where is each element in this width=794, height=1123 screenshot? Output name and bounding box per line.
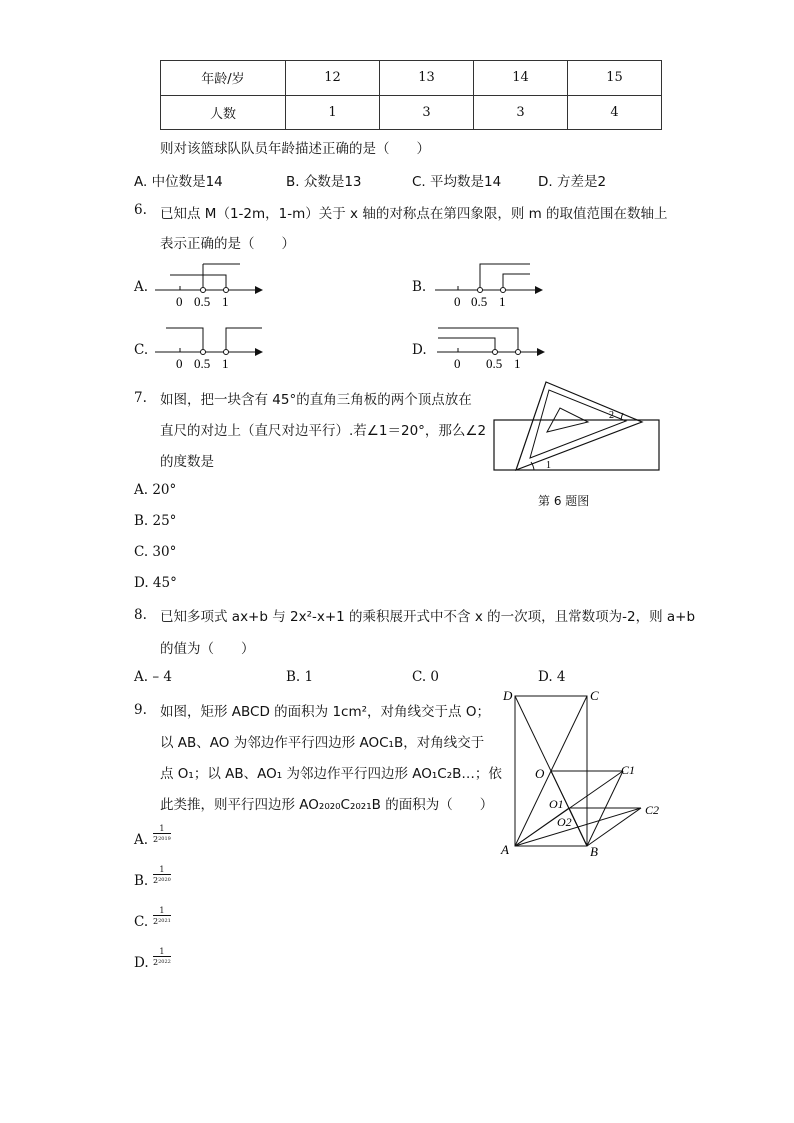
fraction-numerator: 1: [159, 865, 165, 874]
q8-option-d: D. 4: [538, 669, 566, 685]
tick-label: 0.5: [471, 294, 488, 309]
q9-option-d-letter: D.: [134, 955, 149, 971]
vertex-label: C1: [621, 763, 636, 777]
q8-option-b: B. 1: [286, 669, 314, 685]
q9-number: 9.: [134, 702, 147, 718]
q9-line4: 此类推，则平行四边形 AO₂₀₂₀C₂₀₂₁B 的面积为（ ）: [160, 797, 494, 813]
fraction-numerator: 1: [159, 906, 165, 915]
q7-option-d: D. 45°: [134, 575, 177, 591]
q9-option-c-fraction: [153, 906, 171, 926]
vertex-label: C2: [645, 803, 660, 817]
vertex-label: C: [590, 688, 599, 703]
q6-option-d-letter: D.: [412, 342, 427, 358]
q9-line3: 点 O₁；以 AB、AO₁ 为邻边作平行四边形 AO₁C₂B…；依: [160, 766, 502, 782]
table-cell: 人数: [161, 95, 286, 130]
q5-stem: 则对该篮球队队员年龄描述正确的是（ ）: [160, 141, 430, 157]
rectangle-parallelogram-figure: [495, 686, 670, 861]
q9-option-d-fraction: [153, 947, 171, 967]
fraction-denominator: [153, 956, 171, 967]
tick-label: 1: [222, 294, 229, 309]
fraction-denominator: [153, 915, 171, 926]
fraction-denominator: [153, 833, 171, 844]
tick-label: 0.5: [486, 356, 503, 371]
q7-line1: 如图，把一块含有 45°的直角三角板的两个顶点放在: [160, 392, 472, 408]
angle-label: 1: [546, 460, 551, 471]
vertex-label: O: [535, 766, 545, 781]
fraction-base: 2: [153, 835, 159, 844]
q6-option-c-letter: C.: [134, 342, 149, 358]
table-row: [161, 95, 662, 130]
number-line-d: [432, 322, 547, 374]
fraction-exponent: 2021: [158, 918, 171, 924]
q7-line3: 的度数是: [160, 454, 214, 470]
q5-option-c: C. 平均数是14: [412, 174, 502, 190]
tick-label: 0.5: [194, 294, 211, 309]
figure-caption: 第 6 题图: [538, 494, 590, 508]
age-table: [160, 60, 662, 130]
fraction-exponent: 2022: [158, 959, 171, 965]
vertex-label: O2: [557, 815, 572, 829]
table-cell: 3: [380, 95, 474, 130]
q6-option-b-letter: B.: [412, 279, 427, 295]
tick-label: 0: [176, 294, 183, 309]
fraction-base: 2: [153, 876, 159, 885]
tick-label: 0: [454, 294, 461, 309]
q7-option-a: A. 20°: [134, 482, 177, 498]
number-line-b: [430, 258, 545, 310]
fraction-base: 2: [153, 958, 159, 967]
table-cell: 3: [474, 95, 568, 130]
q8-option-c: C. 0: [412, 669, 440, 685]
q7-option-b: B. 25°: [134, 513, 177, 529]
q6-line1: 已知点 M（1-2m，1-m）关于 x 轴的对称点在第四象限，则 m 的取值范围在数轴上: [160, 206, 668, 222]
q5-option-b: B. 众数是13: [286, 174, 362, 190]
table-cell: 13: [380, 61, 474, 96]
q6-number: 6.: [134, 202, 147, 218]
q7-option-c: C. 30°: [134, 544, 177, 560]
ruler-triangle-figure: [490, 378, 665, 478]
tick-label: 1: [499, 294, 506, 309]
tick-label: 1: [222, 356, 229, 371]
table-cell: 15: [568, 61, 662, 96]
q8-line1: 已知多项式 ax+b 与 2x²-x+1 的乘积展开式中不含 x 的一次项，且常数项为-2，则 a+b: [160, 609, 696, 625]
table-cell: 年龄/岁: [161, 61, 286, 96]
fraction-denominator: [153, 874, 171, 885]
vertex-label: A: [501, 842, 509, 857]
q9-option-c-letter: C.: [134, 914, 149, 930]
q8-line2: 的值为（ ）: [160, 641, 255, 657]
vertex-label: O1: [549, 797, 564, 811]
table-cell: 14: [474, 61, 568, 96]
tick-label: 0: [454, 356, 461, 371]
q6-line2: 表示正确的是（ ）: [160, 236, 295, 252]
vertex-label: B: [590, 844, 598, 859]
fraction-numerator: 1: [159, 824, 165, 833]
q9-option-b-letter: B.: [134, 873, 149, 889]
q9-line2: 以 AB、AO 为邻边作平行四边形 AOC₁B，对角线交于: [160, 735, 485, 751]
table-cell: 4: [568, 95, 662, 130]
q5-option-a: A. 中位数是14: [134, 174, 223, 190]
table-cell: 1: [286, 95, 380, 130]
q5-option-d: D. 方差是2: [538, 174, 607, 190]
q8-number: 8.: [134, 607, 147, 623]
q6-option-a-letter: A.: [134, 279, 149, 295]
angle-label: 2: [609, 410, 614, 421]
table-row: [161, 61, 662, 96]
fraction-exponent: 2019: [158, 836, 171, 842]
table-cell: 12: [286, 61, 380, 96]
vertex-label: D: [503, 688, 513, 703]
q9-option-b-fraction: [153, 865, 171, 885]
q9-option-a-letter: A.: [134, 832, 149, 848]
q8-option-a: A. – 4: [134, 669, 172, 685]
fraction-numerator: 1: [159, 947, 165, 956]
number-line-c: [150, 322, 270, 374]
tick-label: 1: [514, 356, 521, 371]
q9-option-a-fraction: [153, 824, 171, 844]
fraction-exponent: 2020: [158, 877, 171, 883]
q9-line1: 如图，矩形 ABCD 的面积为 1cm²，对角线交于点 O；: [160, 704, 490, 720]
fraction-base: 2: [153, 917, 159, 926]
tick-label: 0: [176, 356, 183, 371]
q7-number: 7.: [134, 390, 147, 406]
tick-label: 0.5: [194, 356, 211, 371]
number-line-a: [150, 258, 265, 310]
q7-line2: 直尺的对边上（直尺对边平行）.若∠1＝20°，那么∠2: [160, 423, 487, 439]
